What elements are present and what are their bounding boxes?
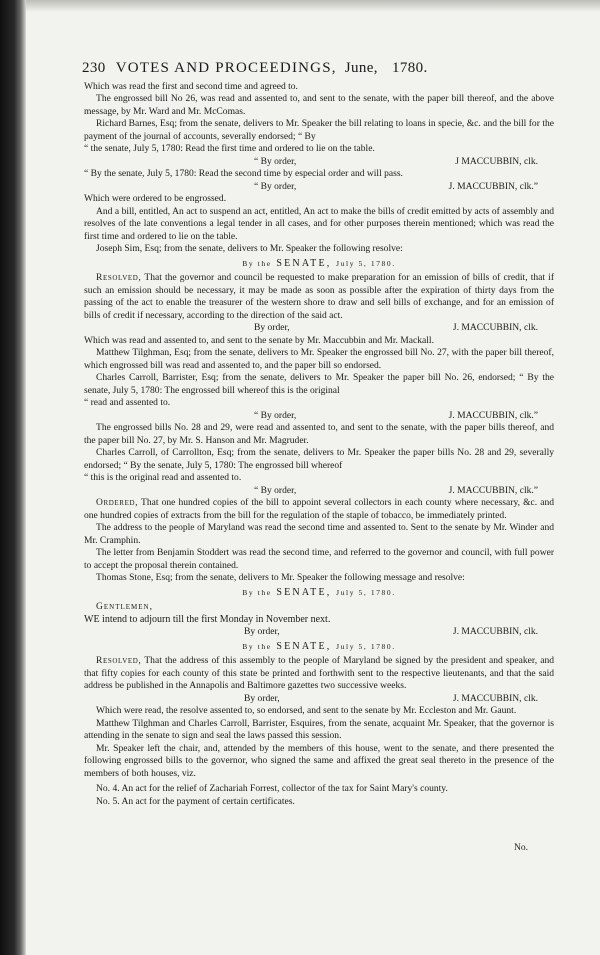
ordered-text: That one hundred copies of the bill to appoint several collectors in each county where necessary, &c. and one hundred copies of extracts from the bill for the regulation of the staple of tobacco, be immediately printed. [84,497,554,521]
paragraph: Joseph Sim, Esq; from the senate, delivers to Mr. Speaker the following resolve: [96,243,403,254]
message-text: WE intend to adjourn till the first Monday in November next. [84,613,331,625]
bill-list [84,783,554,808]
clerk-signature: J. MACCUBBIN, clk.” [448,409,538,421]
caption-date: July 5, 1780. [336,587,396,597]
quote-line: “ read and assented to. [84,397,171,408]
caption-by: By the [242,258,272,268]
ordered-lead: Ordered, [96,497,139,508]
paragraph: The engrossed bill No 26, was read and assented to, and sent to the senate, with the paper bill thereof, and the above message, by Mr. Ward and Mr. McComas. [84,93,554,117]
paragraph: And a bill, entitled, An act to suspend an act, entitled, An act to make the bills of credit emitted by acts of assembly and resolves of the late conventions a legal tender in all cases, and for other purposes therein mentioned; which was read the first time and ordered to lie on the table. [84,205,554,242]
paragraph: Charles Carroll, of Carrollton, Esq; from the senate, delivers to Mr. Speaker the paper bills No. 28 and 29, severally endorsed; “ By the senate, July 5, 1780: The engrossed bill whereof [84,447,554,471]
page-edge-shadow [26,0,600,12]
header-title: VOTES AND PROCEEDINGS, [115,60,337,76]
paragraph: Mr. Speaker left the chair, and, attended by the members of this house, went to the senate, and there presented the following engrossed bills to the governor, who signed the same and affixed the great seal thereto in the presence of the members of both houses, viz. [84,742,554,779]
header-month: June, [344,60,378,76]
resolved-lead: Resolved, [96,655,142,666]
catchword: No. [514,843,528,853]
paragraph: Richard Barnes, Esq; from the senate, delivers to Mr. Speaker the bill relating to loans in specie, &c. and the bill for the payment of the journal of accounts, severally endorsed; “ By [84,118,554,142]
by-order: By order, [244,692,280,704]
clerk-signature: J MACCUBBIN, clk. [455,155,538,167]
resolve-text: That the address of this assembly to the people of Maryland be signed by the president and speaker, and that fifty copies for each county of this state be printed and forthwith sent to the respective lieutenants, and that the said address be published in the Annapolis and Baltimore gazettes two successive weeks. [84,655,554,691]
quote-line: “ this is the original read and assented to. [84,472,242,483]
by-order: “ By order, [254,155,297,167]
caption-by: By the [242,641,272,651]
resolve-text: That the governor and council be requested to make preparation for an emission of bills of credit, that if such an emission should be necessary, it may be made as soon as possible after the expiration of thirty days from the passing of the act to enable the treasurer of the western shore to draw and sell bills of exchange, and for an emission of bills of credit if necessary, according to the direction of the said act. [84,272,554,321]
by-order: By order, [244,626,280,637]
by-order: “ By order, [254,484,297,496]
paragraph: The letter from Benjamin Stoddert was read the second time, and referred to the governor and council, with full power to accept the proposal therein contained. [84,547,554,571]
resolve-paragraph [84,655,554,693]
paragraph: The address to the people of Maryland was read the second time and assented to. Sent to the senate by Mr. Winder and Mr. Cramphin. [84,522,554,546]
signature-line [84,156,554,169]
quote-line: “ the senate, July 5, 1780: Read the first time and ordered to lie on the table. [84,143,375,154]
caption-date: July 5, 1780. [336,641,396,651]
by-order: By order, [254,322,290,333]
paragraph: Which were ordered to be engrossed. [84,193,227,204]
paragraph: Charles Carroll, Barrister, Esq; from the senate, delivers to Mr. Speaker the paper bill No. 26, endorsed; “ By the senate, July 5, 1780: The engrossed bill whereof this is the original [84,372,554,396]
clerk-signature: J. MACCUBBIN, clk.” [448,180,538,192]
book-spine-shadow [0,0,26,955]
salutation: Gentlemen, [96,601,153,612]
clerk-signature: J. MACCUBBIN, clk. [452,322,538,333]
caption-senate: SENATE, [276,586,332,598]
by-order: “ By order, [254,180,297,192]
paragraph: Thomas Stone, Esq; from the senate, delivers to Mr. Speaker the following message and resolve: [96,572,465,583]
document-page [84,62,554,808]
senate-caption [84,641,554,654]
paragraph: Which was read the first and second time and agreed to. [84,80,298,92]
paragraph: Matthew Tilghman and Charles Carroll, Barrister, Esquires, from the senate, acquaint Mr. Speaker, that the governor is attending in the senate to sign and seal the laws passed this session. [84,717,554,741]
caption-senate: SENATE, [276,257,332,269]
signature-line [84,410,554,423]
ordered-paragraph [84,497,554,522]
paragraph: The engrossed bills No. 28 and 29, were read and assented to, and sent to the senate, with the paper bills thereof, and the paper bill No. 27, by Mr. S. Hanson and Mr. Magruder. [84,422,554,446]
clerk-signature: J. MACCUBBIN, clk.” [448,484,538,496]
caption-senate: SENATE, [276,640,332,652]
senate-caption [84,258,554,271]
clerk-signature: J. MACCUBBIN, clk. [452,692,538,704]
senate-caption [84,587,554,600]
caption-date: July 5, 1780. [336,258,396,268]
clerk-signature: J. MACCUBBIN, clk. [452,626,538,637]
page-number: 230 [82,60,106,76]
quote-line: “ By the senate, July 5, 1780: Read the second time by especial order and will pass. [84,168,403,179]
caption-by: By the [242,587,272,597]
by-order: “ By order, [254,409,297,421]
list-item: No. 5. An act for the payment of certain certificates. [96,795,295,807]
signature-line [84,181,554,194]
paragraph: Matthew Tilghman, Esq; from the senate, delivers to Mr. Speaker the engrossed bill No. 27, with the paper bill thereof, which engrossed bill was read and assented to, and the paper bill so endorsed. [84,347,554,371]
paragraph: Which was read and assented to, and sent to the senate by Mr. Maccubbin and Mr. Mackall. [84,334,434,346]
signature-line [84,485,554,498]
signature-line [84,626,554,639]
signature-line [84,693,554,706]
paragraph: Which were read, the resolve assented to, so endorsed, and sent to the senate by Mr. Eccleston and Mr. Gaunt. [96,705,517,716]
running-header [82,62,554,75]
resolved-lead: Resolved, [96,272,142,283]
list-item: No. 4. An act for the relief of Zachariah Forrest, collector of the tax for Saint Mary's county. [96,783,448,794]
resolve-paragraph [84,272,554,322]
signature-line [84,322,554,335]
header-year: 1780. [391,60,428,76]
